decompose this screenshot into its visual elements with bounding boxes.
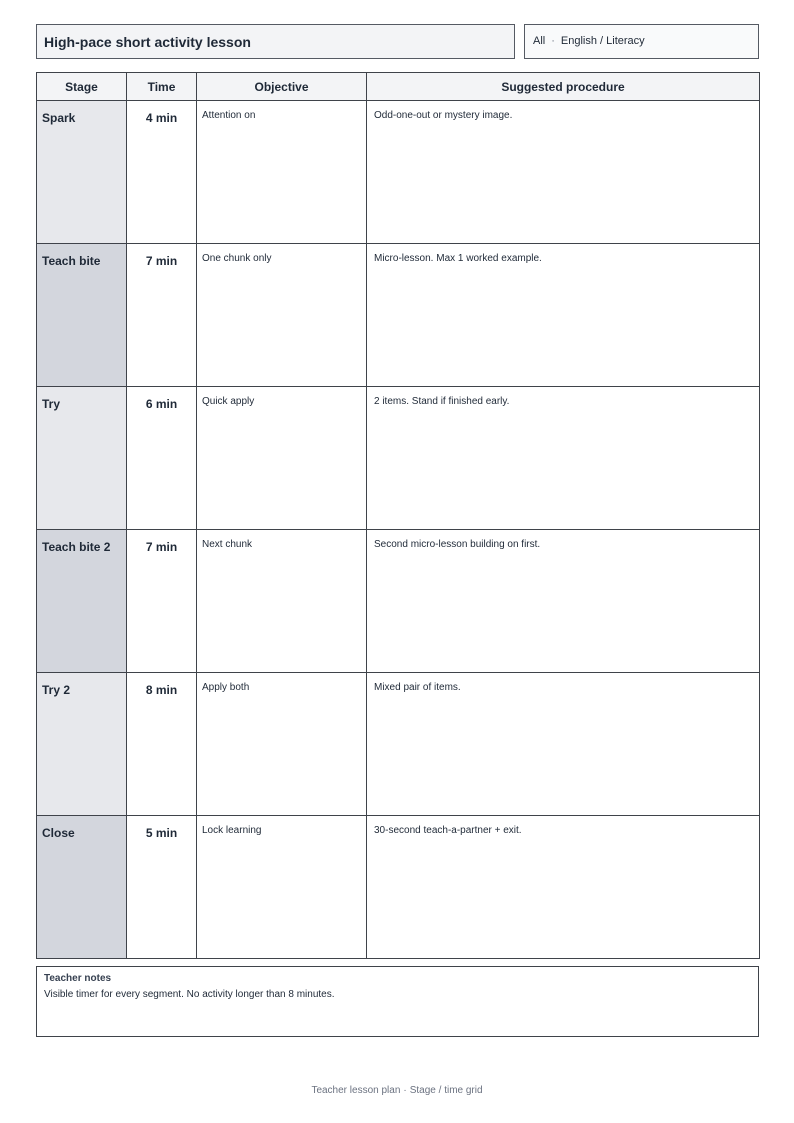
table-row [37, 673, 760, 816]
objective-cell: Lock learning [197, 816, 367, 959]
objective-cell: Next chunk [197, 530, 367, 673]
footer-separator: · [403, 1085, 407, 1096]
grid-header-row [37, 73, 760, 101]
subject-label: English / Literacy [560, 35, 645, 47]
procedure-cell: Odd-one-out or mystery image. [367, 101, 760, 244]
column-header-time: Time [127, 73, 197, 101]
time-cell: 8 min [127, 673, 197, 816]
stage-cell: Try [37, 387, 127, 530]
table-row [37, 816, 760, 959]
procedure-cell: Second micro-lesson building on first. [367, 530, 760, 673]
meta-separator: · [551, 35, 555, 47]
time-cell: 6 min [127, 387, 197, 530]
stage-cell: Try 2 [37, 673, 127, 816]
footer-right: Stage / time grid [409, 1085, 483, 1096]
stage-cell: Teach bite [37, 244, 127, 387]
procedure-cell: Mixed pair of items. [367, 673, 760, 816]
time-cell: 5 min [127, 816, 197, 959]
objective-cell: Apply both [197, 673, 367, 816]
lesson-title-box [36, 24, 515, 59]
time-cell: 7 min [127, 530, 197, 673]
procedure-cell: 2 items. Stand if finished early. [367, 387, 760, 530]
time-cell: 7 min [127, 244, 197, 387]
footer-left: Teacher lesson plan [311, 1085, 401, 1096]
page-footer [0, 1085, 794, 1096]
teacher-notes-box [36, 966, 759, 1037]
stage-cell: Close [37, 816, 127, 959]
table-row [37, 387, 760, 530]
column-header-procedure: Suggested procedure [367, 73, 760, 101]
objective-cell: One chunk only [197, 244, 367, 387]
group-label: All [533, 35, 546, 47]
column-header-stage: Stage [37, 73, 127, 101]
column-header-objective: Objective [197, 73, 367, 101]
table-row [37, 530, 760, 673]
objective-cell: Quick apply [197, 387, 367, 530]
objective-cell: Attention on [197, 101, 367, 244]
lesson-title: High-pace short activity lesson [44, 34, 251, 50]
teacher-notes-text: Visible timer for every segment. No activity longer than 8 minutes. [44, 989, 335, 1000]
time-cell: 4 min [127, 101, 197, 244]
lesson-meta-box [524, 24, 759, 59]
stage-time-grid [36, 72, 760, 959]
stage-cell: Spark [37, 101, 127, 244]
procedure-cell: Micro-lesson. Max 1 worked example. [367, 244, 760, 387]
table-row [37, 101, 760, 244]
procedure-cell: 30-second teach-a-partner + exit. [367, 816, 760, 959]
teacher-notes-label: Teacher notes [44, 973, 112, 984]
stage-cell: Teach bite 2 [37, 530, 127, 673]
table-row [37, 244, 760, 387]
lesson-meta [533, 35, 645, 47]
